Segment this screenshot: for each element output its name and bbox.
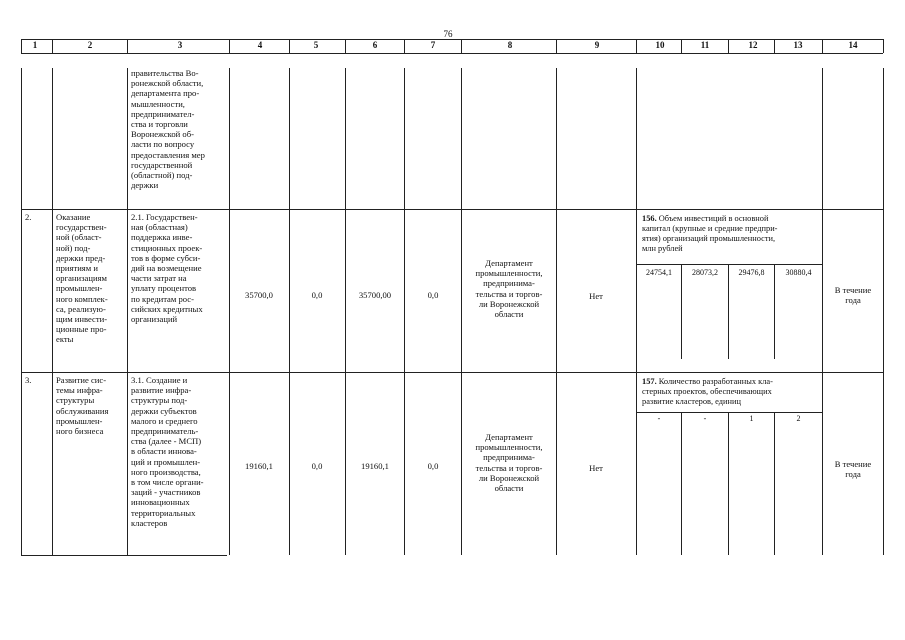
- header-separator: [21, 39, 22, 53]
- col-header-7: 7: [430, 40, 436, 50]
- header-separator: [822, 39, 823, 53]
- row-2-number: 2.: [25, 212, 32, 222]
- row-2-subcolumn-line: [681, 264, 682, 359]
- row-3-indicator-underline: [636, 412, 822, 413]
- row-3-indicator: [642, 377, 822, 407]
- row-3-task: Развитие сис- темы инфра- структуры обслуживания промышлен- ного бизнеса: [56, 375, 109, 437]
- column-line: [404, 68, 405, 555]
- row-3-subcolumn-line: [681, 412, 682, 555]
- table-border-right: [883, 68, 884, 555]
- row-3-indicator-text: Количество разработанных кла- стерных проектов, обеспечивающих развитие кластеров, единиц: [642, 377, 773, 406]
- row-2-col7-value: 0,0: [427, 290, 439, 300]
- header-separator: [556, 39, 557, 53]
- header-separator: [345, 39, 346, 53]
- col-header-4: 4: [257, 40, 263, 50]
- row-2-task: Оказание государствен- ной (област- ной) под- держки пред- приятиям и организациям промышлен- ного комплек- са, реализую- щим инвести- ционные про- екты: [56, 212, 108, 345]
- col-header-2: 2: [87, 40, 93, 50]
- column-line: [229, 68, 230, 555]
- row-2-term: В течение года: [834, 285, 872, 306]
- row-3-number: 3.: [25, 375, 32, 385]
- column-line: [345, 68, 346, 555]
- row-3-subcolumn-line: [774, 412, 775, 555]
- column-line: [461, 68, 462, 555]
- row-separator: [21, 372, 883, 373]
- table-border-left: [21, 68, 22, 555]
- row-3-col5-value: 0,0: [311, 461, 323, 471]
- col-header-1: 1: [32, 40, 38, 50]
- row-2-subcolumn-line: [774, 264, 775, 359]
- col-header-8: 8: [507, 40, 513, 50]
- column-line: [556, 68, 557, 555]
- row-3-value-col11: -: [703, 414, 707, 423]
- row-3-value-col13: 2: [796, 414, 801, 423]
- page-number: 76: [443, 29, 453, 39]
- row-2-measure: 2.1. Государствен- ная (областная) поддержка инве- стиционных проек- тов в форме субси- дий на возмещение части затрат на уплату процентов по кредитам рос- сийских кредитных организаций: [131, 212, 203, 325]
- header-separator: [229, 39, 230, 53]
- table-bottom-border: [21, 555, 227, 556]
- row-3-value-col10: -: [657, 414, 661, 423]
- row-2-col5-value: 0,0: [311, 290, 323, 300]
- column-line: [636, 68, 637, 555]
- col-header-5: 5: [313, 40, 319, 50]
- row-3-term: В течение года: [834, 459, 872, 480]
- col-header-10: 10: [655, 40, 665, 50]
- row-2-value-col10: 24754,1: [646, 268, 672, 277]
- row-2-value-col13: 30880,4: [785, 268, 812, 277]
- column-line: [822, 68, 823, 555]
- row-2-indicator-number: 156.: [642, 214, 657, 223]
- row-3-col7-value: 0,0: [427, 461, 439, 471]
- row-2-col9-value: Нет: [589, 291, 603, 301]
- header-separator: [289, 39, 290, 53]
- col-header-14: 14: [848, 40, 858, 50]
- row-3-col4-value: 19160,1: [245, 461, 273, 471]
- row-2-indicator-underline: [636, 264, 822, 265]
- row-3-executor: Департамент промышленности, предпринима- тельства и торгов- ли Воронежской области: [475, 432, 543, 494]
- row-3-col9-value: Нет: [589, 463, 603, 473]
- col-header-3: 3: [177, 40, 183, 50]
- row-2-executor: Департамент промышленности, предпринима- тельства и торгов- ли Воронежской области: [475, 258, 543, 320]
- row-2-col6-value: 35700,00: [358, 290, 392, 300]
- header-separator: [52, 39, 53, 53]
- row-2-indicator-text: Объем инвестиций в основной капитал (крупные и средние предпри- ятия) организаций промышленности, млн рублей: [642, 214, 778, 253]
- col-header-13: 13: [793, 40, 803, 50]
- row-separator: [21, 209, 883, 210]
- header-separator: [728, 39, 729, 53]
- row-2-col4-value: 35700,0: [245, 290, 273, 300]
- header-separator: [883, 39, 884, 53]
- column-line: [127, 68, 128, 555]
- row-3-indicator-number: 157.: [642, 377, 657, 386]
- row-3-subcolumn-line: [728, 412, 729, 555]
- row-3-col6-value: 19160,1: [361, 461, 389, 471]
- col-header-6: 6: [372, 40, 378, 50]
- col-header-9: 9: [594, 40, 600, 50]
- header-separator: [636, 39, 637, 53]
- header-bottom-border: [21, 53, 883, 54]
- header-separator: [681, 39, 682, 53]
- col-header-12: 12: [748, 40, 758, 50]
- header-separator: [404, 39, 405, 53]
- row-2-subcolumn-line: [728, 264, 729, 359]
- row-2-indicator: [642, 214, 822, 254]
- header-separator: [461, 39, 462, 53]
- row-3-measure: 3.1. Создание и развитие инфра- структуры под- держки субъектов малого и среднего предприниматель- ства (далее - МСП) в области иннова- ций и промышлен- ного производства, в том числе органи- заций - участников инновационных территориальных кластеров: [131, 375, 204, 528]
- row-2-value-col11: 28073,2: [692, 268, 718, 277]
- col-header-11: 11: [700, 40, 710, 50]
- column-line: [52, 68, 53, 555]
- row-continued-measure-text: правительства Во- ронежской области, департамента про- мышленности, предпринимател- ства и торговли Воронежской об- ласти по вопросу предоставления мер государственной (областной) под- держки: [131, 68, 205, 191]
- row-3-value-col12: 1: [749, 414, 754, 423]
- header-separator: [774, 39, 775, 53]
- column-line: [289, 68, 290, 555]
- header-separator: [127, 39, 128, 53]
- row-2-value-col12: 29476,8: [738, 268, 765, 277]
